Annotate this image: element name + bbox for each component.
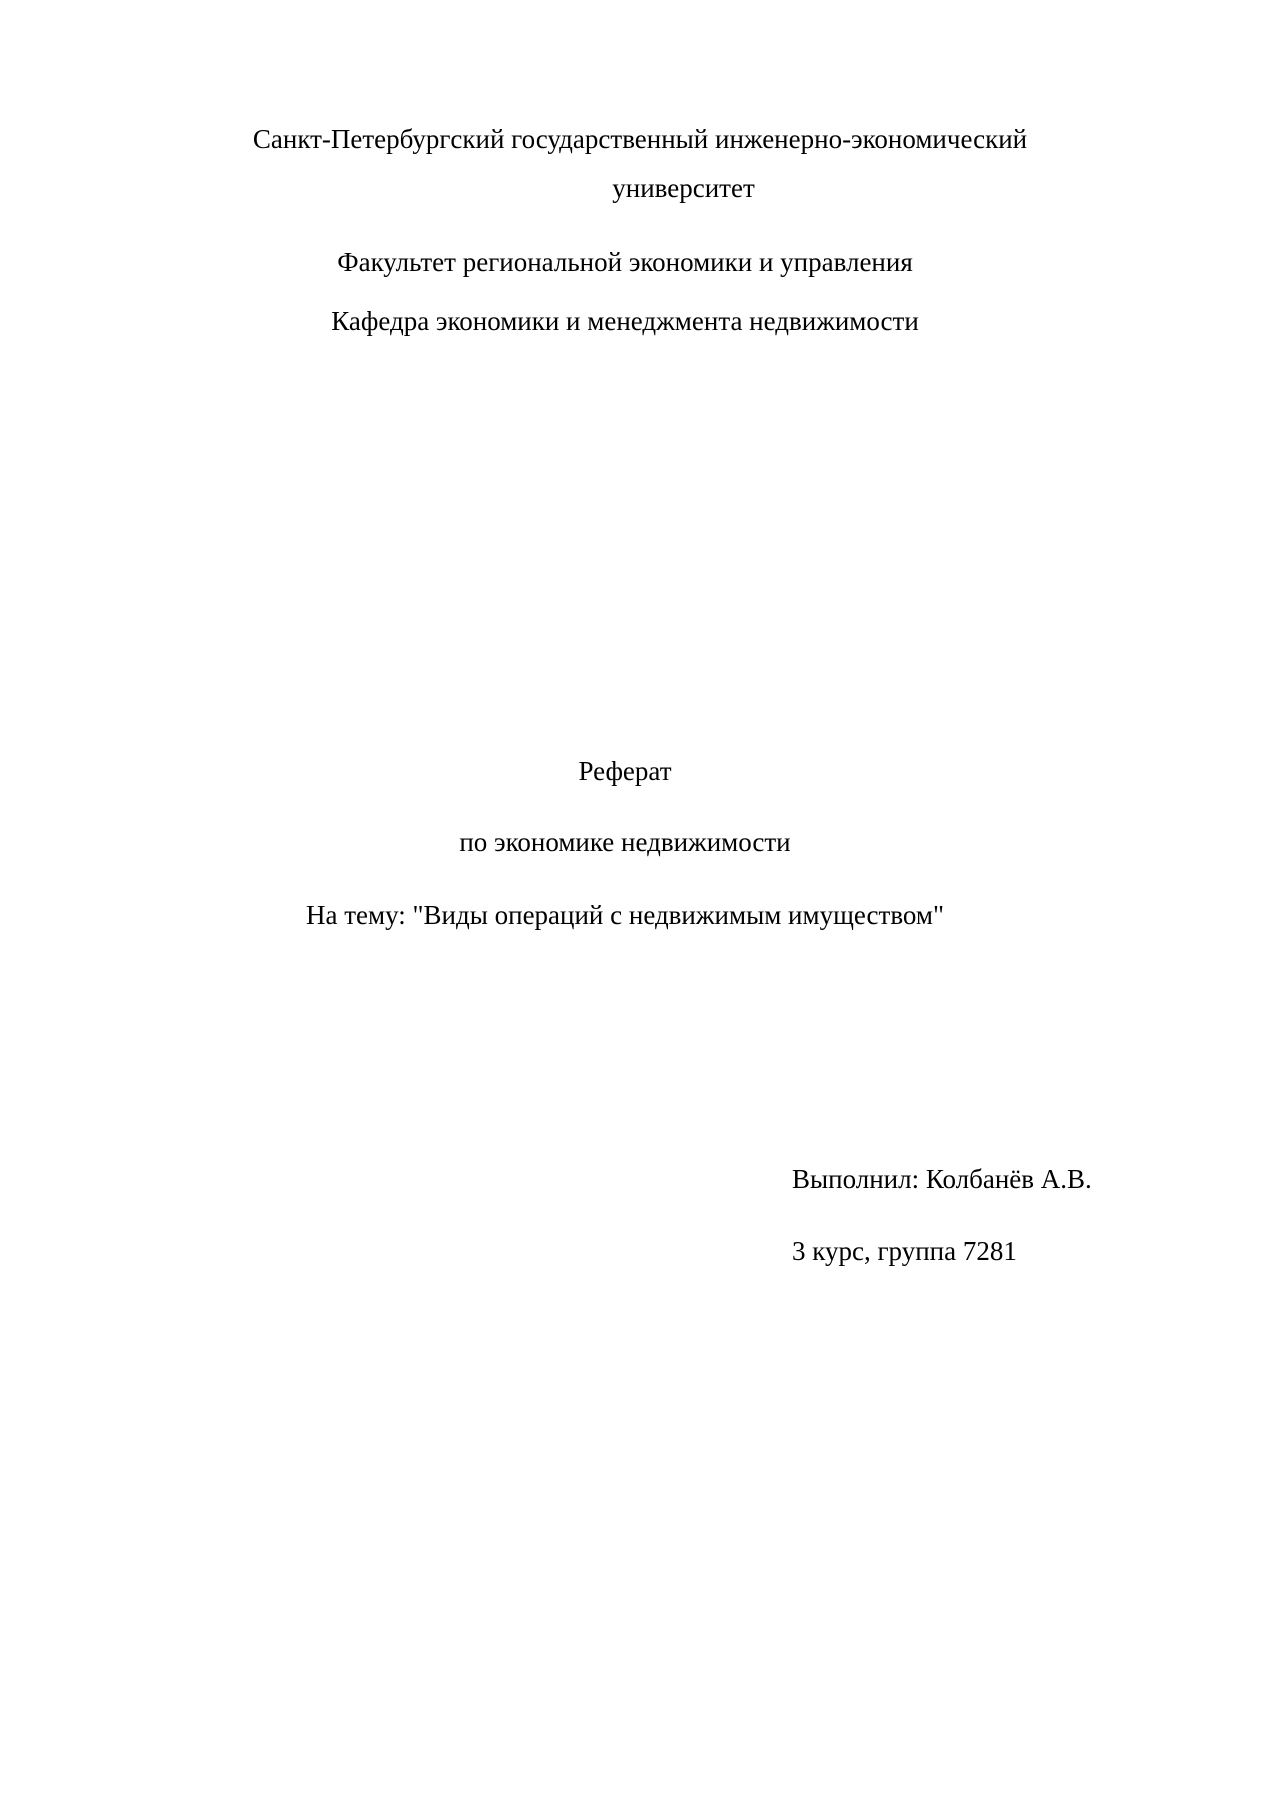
author-name: Выполнил: Колбанёв А.В. [792,1164,1092,1194]
author-group: 3 курс, группа 7281 [792,1236,1017,1266]
document-topic: На тему: "Виды операций с недвижимым имуществом" [306,900,944,930]
department-name: Кафедра экономики и менеджмента недвижимости [331,306,919,336]
document-type: Реферат [578,756,672,786]
university-name-line-2: университет [612,173,755,203]
university-name-line-1: Санкт-Петербургский государственный инженерно-экономический [252,124,1028,154]
document-subject: по экономике недвижимости [459,827,791,857]
faculty-name: Факультет региональной экономики и управления [337,247,913,277]
